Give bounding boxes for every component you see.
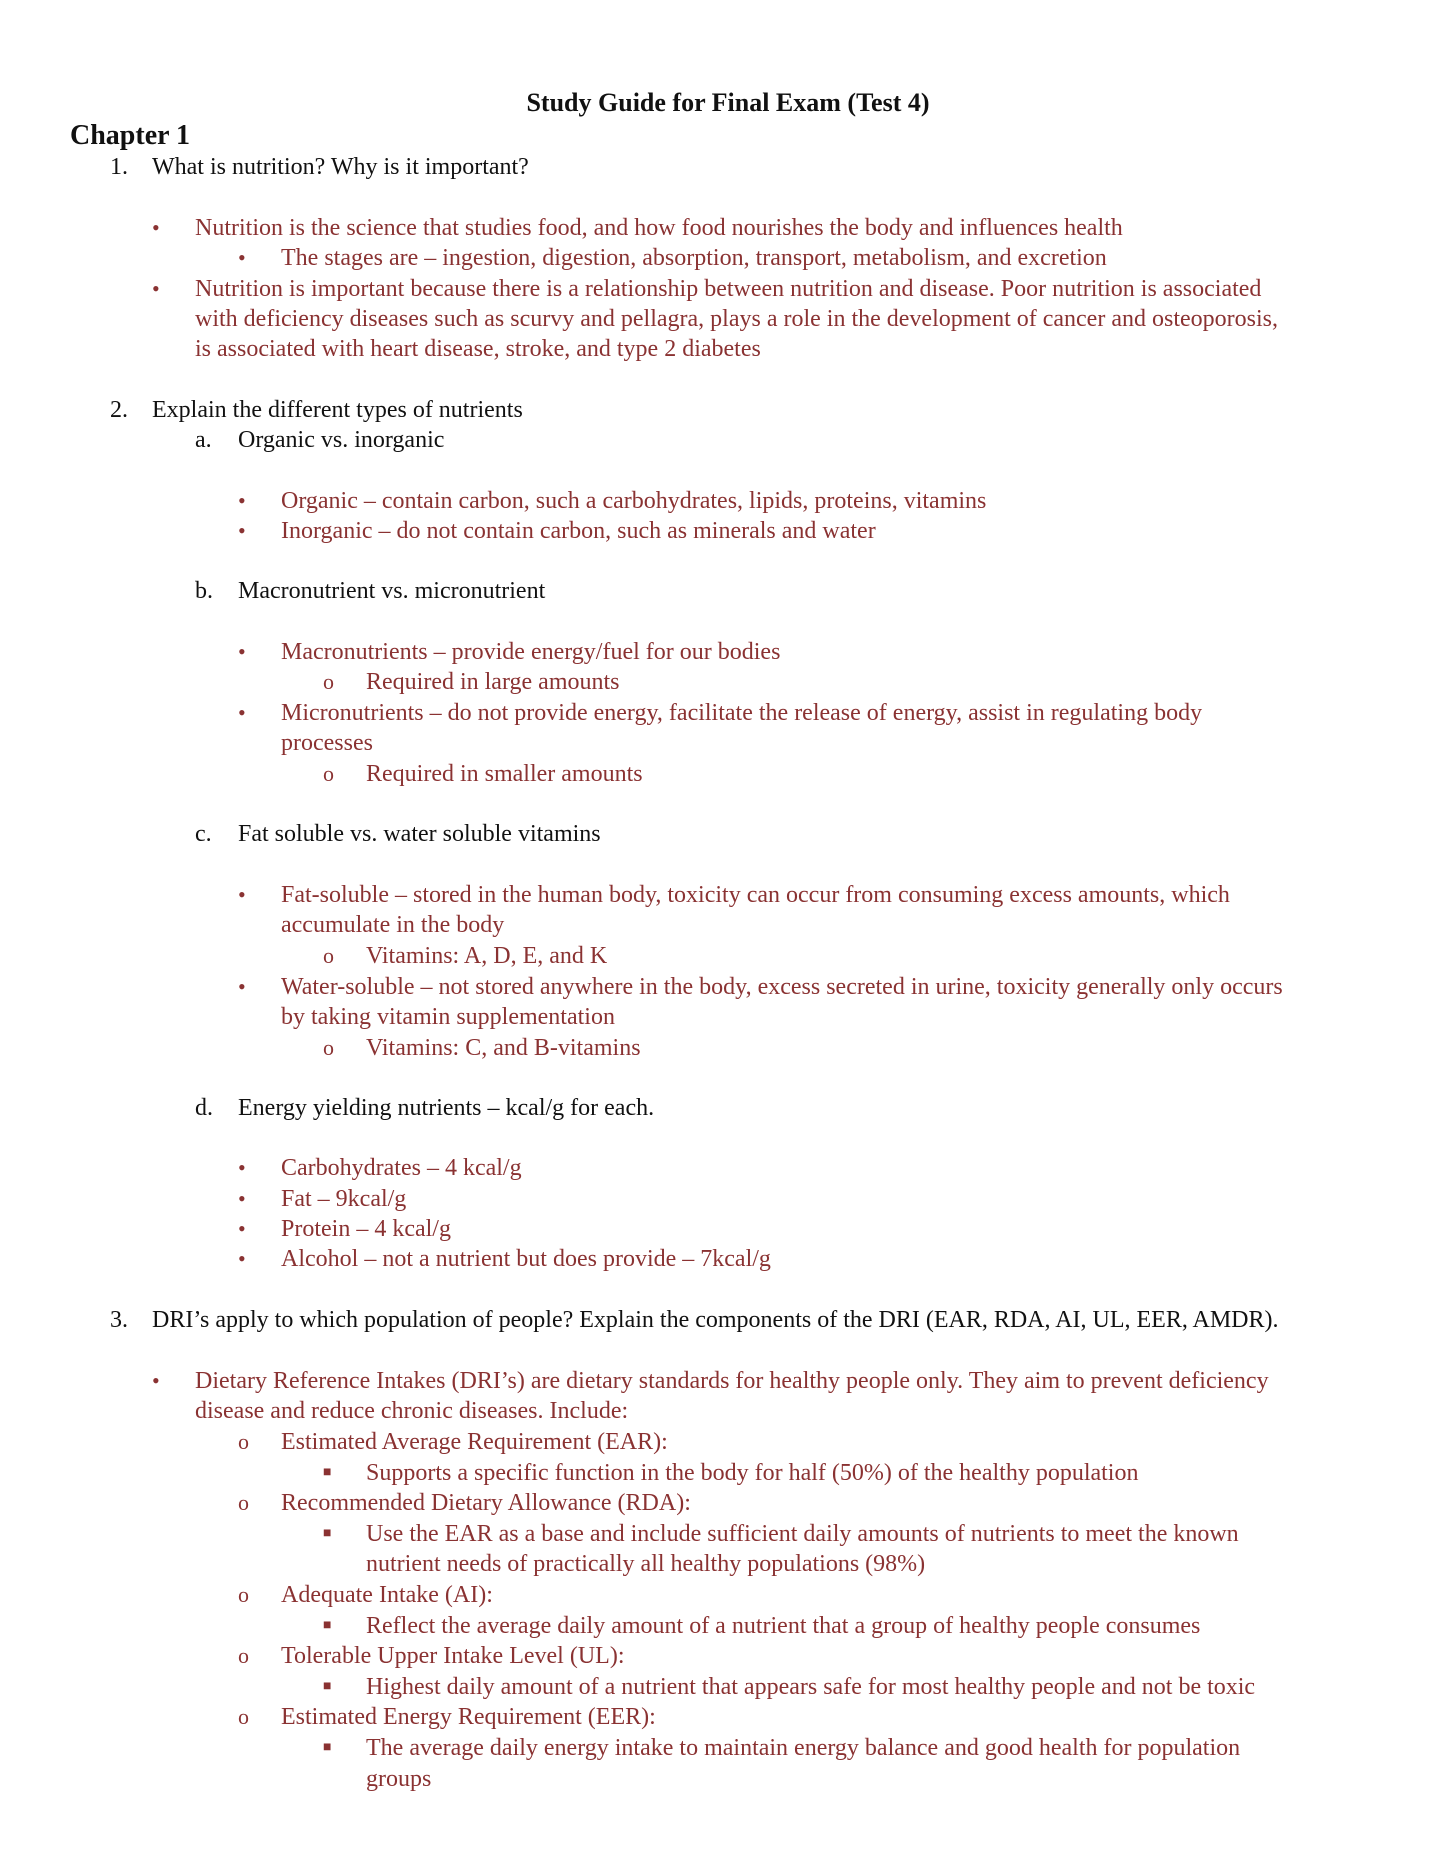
question-text: What is nutrition? Why is it important?	[152, 154, 529, 180]
answer-text: Carbohydrates – 4 kcal/g	[281, 1155, 522, 1181]
answer-text: Nutrition is the science that studies food, and how food nourishes the body and influences health	[195, 215, 1123, 241]
circle-marker: o	[238, 1490, 249, 1515]
answer-text: Recommended Dietary Allowance (RDA):	[281, 1490, 691, 1516]
square-marker: ■	[323, 1679, 332, 1694]
square-marker: ■	[323, 1526, 332, 1541]
list-number: c.	[195, 821, 212, 847]
list-number: 3.	[110, 1307, 128, 1333]
circle-marker: o	[238, 1704, 249, 1729]
bullet-marker: •	[152, 1368, 160, 1393]
answer-text: Fat-soluble – stored in the human body, toxicity can occur from consuming excess amounts, which	[281, 882, 1230, 908]
bullet-marker: •	[238, 1246, 246, 1271]
answer-text: The average daily energy intake to maintain energy balance and good health for population	[366, 1735, 1241, 1761]
answer-text: accumulate in the body	[281, 912, 505, 938]
answer-text: Required in smaller amounts	[366, 761, 643, 787]
answer-text: disease and reduce chronic diseases. Include:	[195, 1398, 629, 1424]
answer-text: Vitamins: C, and B-vitamins	[366, 1035, 641, 1061]
answer-text: processes	[281, 730, 373, 756]
question-text: Organic vs. inorganic	[238, 427, 445, 453]
list-number: a.	[195, 427, 212, 453]
answer-text: Estimated Energy Requirement (EER):	[281, 1704, 656, 1730]
answer-text: Vitamins: A, D, E, and K	[366, 943, 608, 969]
question-text: DRI’s apply to which population of people? Explain the components of the DRI (EAR, RDA, AI, UL, EER, AMDR).	[152, 1307, 1279, 1333]
bullet-marker: •	[238, 882, 246, 907]
bullet-marker: •	[238, 700, 246, 725]
question-text: Fat soluble vs. water soluble vitamins	[238, 821, 601, 847]
answer-text: Highest daily amount of a nutrient that appears safe for most healthy people and not be toxic	[366, 1674, 1256, 1700]
answer-text: Required in large amounts	[366, 669, 620, 695]
answer-text: The stages are – ingestion, digestion, absorption, transport, metabolism, and excretion	[281, 245, 1107, 271]
bullet-marker: •	[238, 518, 246, 543]
bullet-marker: •	[238, 488, 246, 513]
square-marker: ■	[323, 1740, 332, 1755]
answer-text: Dietary Reference Intakes (DRI’s) are dietary standards for healthy people only. They aim to prevent deficiency	[195, 1368, 1269, 1394]
bullet-marker: •	[238, 1186, 246, 1211]
bullet-marker: •	[238, 974, 246, 999]
circle-marker: o	[238, 1643, 249, 1668]
list-number: 1.	[110, 154, 128, 180]
answer-text: by taking vitamin supplementation	[281, 1004, 615, 1030]
circle-marker: o	[323, 1035, 334, 1060]
bullet-marker: •	[152, 215, 160, 240]
list-number: b.	[195, 578, 213, 604]
answer-text: Macronutrients – provide energy/fuel for our bodies	[281, 639, 781, 665]
answer-text: groups	[366, 1766, 432, 1792]
circle-marker: o	[323, 943, 334, 968]
answer-text: Supports a specific function in the body for half (50%) of the healthy population	[366, 1460, 1139, 1486]
answer-text: Organic – contain carbon, such a carbohydrates, lipids, proteins, vitamins	[281, 488, 987, 514]
bullet-marker: •	[152, 276, 160, 301]
answer-text: Tolerable Upper Intake Level (UL):	[281, 1643, 625, 1669]
answer-text: Micronutrients – do not provide energy, facilitate the release of energy, assist in regulating body	[281, 700, 1203, 726]
bullet-marker: •	[238, 1216, 246, 1241]
document-title: Study Guide for Final Exam (Test 4)	[526, 88, 930, 117]
circle-marker: o	[238, 1429, 249, 1454]
answer-text: Estimated Average Requirement (EAR):	[281, 1429, 668, 1455]
answer-text: Protein – 4 kcal/g	[281, 1216, 451, 1242]
list-number: d.	[195, 1095, 213, 1121]
bullet-marker: •	[238, 1155, 246, 1180]
answer-text: with deficiency diseases such as scurvy and pellagra, plays a role in the development of cancer and osteoporosis,	[195, 306, 1278, 332]
circle-marker: o	[238, 1582, 249, 1607]
question-text: Energy yielding nutrients – kcal/g for each.	[238, 1095, 655, 1121]
answer-text: Inorganic – do not contain carbon, such as minerals and water	[281, 518, 876, 544]
answer-text: Use the EAR as a base and include sufficient daily amounts of nutrients to meet the known	[366, 1521, 1239, 1547]
question-text: Macronutrient vs. micronutrient	[238, 578, 546, 604]
answer-text: nutrient needs of practically all healthy populations (98%)	[366, 1551, 926, 1577]
answer-text: Alcohol – not a nutrient but does provide – 7kcal/g	[281, 1246, 771, 1272]
answer-text: Nutrition is important because there is a relationship between nutrition and disease. Poor nutrition is associated	[195, 276, 1262, 302]
answer-text: is associated with heart disease, stroke, and type 2 diabetes	[195, 336, 761, 362]
answer-text: Fat – 9kcal/g	[281, 1186, 407, 1212]
bullet-marker: •	[238, 639, 246, 664]
circle-marker: o	[323, 761, 334, 786]
answer-text: Water-soluble – not stored anywhere in the body, excess secreted in urine, toxicity generally only occurs	[281, 974, 1283, 1000]
answer-text: Adequate Intake (AI):	[281, 1582, 493, 1608]
circle-marker: o	[323, 669, 334, 694]
bullet-marker: •	[238, 245, 246, 270]
square-marker: ■	[323, 1618, 332, 1633]
question-text: Explain the different types of nutrients	[152, 397, 523, 423]
answer-text: Reflect the average daily amount of a nutrient that a group of healthy people consumes	[366, 1613, 1201, 1639]
list-number: 2.	[110, 397, 128, 423]
chapter-heading: Chapter 1	[70, 120, 191, 151]
square-marker: ■	[323, 1465, 332, 1480]
